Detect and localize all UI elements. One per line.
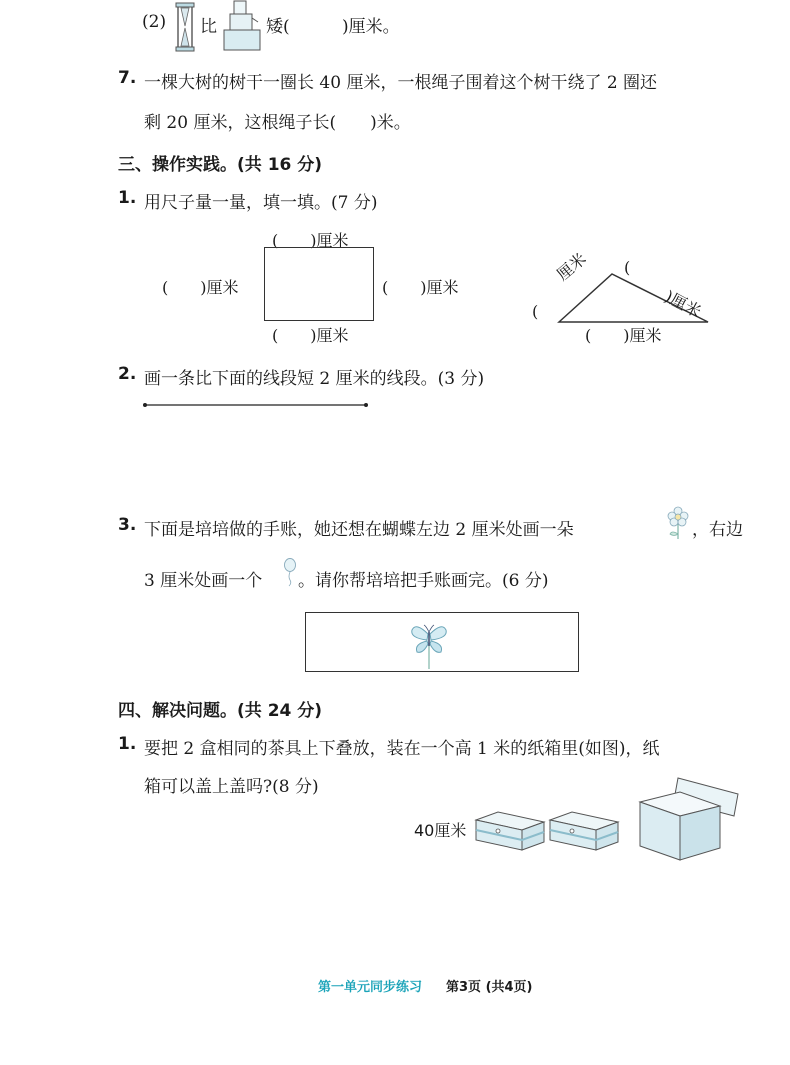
tea-box-icon xyxy=(546,808,624,854)
q6-part2-number: (2) xyxy=(142,12,167,32)
q3-3-line1a: 下面是培培做的手账，她还想在蝴蝶左边 2 厘米处画一朵 xyxy=(144,520,574,540)
q7-number: 7. xyxy=(118,68,137,88)
flower-icon xyxy=(666,506,690,540)
q7-line1: 一棵大树的树干一圈长 40 厘米，一根绳子围着这个树干绕了 2 圈还 xyxy=(144,73,658,93)
footer-page-number: 第3页 (共4页) xyxy=(446,980,533,995)
measure-rectangle xyxy=(264,247,374,321)
rect-right-label: ( )厘米 xyxy=(382,278,459,297)
given-line-segment xyxy=(140,400,375,410)
q3-3-line2b: 。请你帮培培把手账画完。(6 分) xyxy=(298,571,549,591)
butterfly-icon xyxy=(408,620,450,670)
q4-1-line2: 箱可以盖上盖吗?(8 分) xyxy=(144,777,319,797)
answer-drawing-area[interactable] xyxy=(140,418,700,498)
tea-box-icon xyxy=(472,808,550,854)
q6-part2-shorter: 矮( xyxy=(266,17,290,37)
box-height-label: 40厘米 xyxy=(414,821,467,840)
q3-3-line1b: ，右边 xyxy=(692,520,743,540)
q3-1-text: 用尺子量一量，填一填。(7 分) xyxy=(144,193,378,213)
footer-unit-title: 第一单元同步练习 xyxy=(318,980,423,995)
q7-line2: 剩 20 厘米，这根绳子长( )米。 xyxy=(144,113,411,133)
q4-1-number: 1. xyxy=(118,734,137,754)
hourglass-icon xyxy=(174,2,196,52)
tri-left-unit: 厘米 xyxy=(553,249,590,285)
q3-2-text: 画一条比下面的线段短 2 厘米的线段。(3 分) xyxy=(144,369,485,389)
open-carton-icon xyxy=(634,772,746,864)
q6-part2-unit: )厘米。 xyxy=(342,17,400,37)
tri-top-paren: ( xyxy=(624,258,631,277)
q4-1-line1: 要把 2 盒相同的茶具上下叠放，装在一个高 1 米的纸箱里(如图)，纸 xyxy=(144,739,660,759)
tri-right-label: )厘米 xyxy=(661,286,705,322)
stacked-blocks-icon xyxy=(222,0,262,52)
rect-top-label: ( )厘米 xyxy=(272,231,349,250)
q3-1-number: 1. xyxy=(118,188,137,208)
section3-title: 三、操作实践。(共 16 分) xyxy=(118,155,323,175)
section4-title: 四、解决问题。(共 24 分) xyxy=(118,701,323,721)
q3-3-number: 3. xyxy=(118,515,137,535)
balloon-icon xyxy=(283,558,297,586)
q3-2-number: 2. xyxy=(118,364,137,384)
tri-left-paren: ( xyxy=(532,302,539,321)
q6-part2-compare: 比 xyxy=(200,17,217,37)
rect-bottom-label: ( )厘米 xyxy=(272,326,349,345)
tri-bottom-label: ( )厘米 xyxy=(585,326,662,345)
rect-left-label: ( )厘米 xyxy=(162,278,239,297)
q3-3-line2a: 3 厘米处画一个 xyxy=(144,571,263,591)
